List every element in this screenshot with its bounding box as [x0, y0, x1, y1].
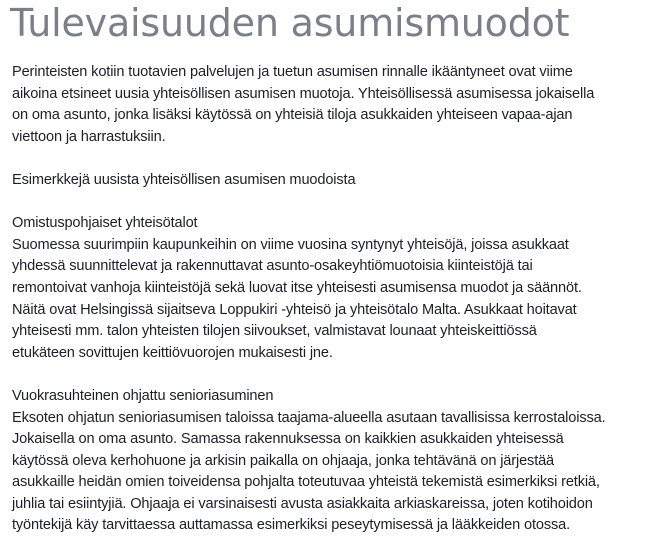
intro-paragraph — [12, 62, 658, 148]
paragraph-gap — [12, 148, 658, 170]
article-body — [12, 62, 658, 537]
text-line: työntekijä käy tarvittaessa auttamassa esimerkiksi peseytymisessä ja lääkkeiden otossa. — [12, 517, 570, 534]
text-line: yhdessä suunnittelevat ja rakennuttavat asunto-osakeyhtiömuotoisia kiinteistöjä tai — [12, 258, 533, 275]
text-line: asukkaille heidän omien toiveidensa pohjalta toteutuvaa yhteistä tekemistä esimerkiksi retkiä, — [12, 474, 600, 491]
text-line: yhteisesti mm. talon yhteisten tilojen siivoukset, valmistavat lounaat yhteiskeittiössä — [12, 323, 537, 340]
section-owned-community-houses — [12, 213, 658, 364]
text-line: viettoon ja harrastuksiin. — [12, 128, 166, 145]
text-line: käytössä oleva kerhohuone ja arkisin paikalla on ohjaaja, jonka tehtävänä on järjestää — [12, 452, 555, 469]
text-line: juhlia tai esiintyjiä. Ohjaaja ei varsinaisesti avusta asiakkaita arkiaskareissa, joten kotihoidon — [12, 495, 593, 512]
text-line: on oma asunto, jonka lisäksi käytössä on yhteisiä tiloja asukkaiden yhteiseen vapaa-ajan — [12, 107, 573, 124]
text-line: Perinteisten kotiin tuotavien palvelujen ja tuetun asumisen rinnalle ikääntyneet ovat viime — [12, 64, 573, 80]
text-line: aikoina etsineet uusia yhteisöllisen asumisen muotoja. Yhteisöllisessä asumisessa jokaisella — [12, 85, 595, 102]
text-line: Jokaisella on oma asunto. Samassa rakennuksessa on kaikkien asukkaiden yhteisessä — [12, 431, 564, 448]
text-line: Eksoten ohjatun senioriasumisen taloissa taajama-alueella asutaan tavallisissa kerrostaloissa. — [12, 409, 606, 426]
paragraph-gap — [12, 192, 658, 214]
text-line: etukäteen sovittujen keittiövuorojen mukaisesti jne. — [12, 344, 333, 361]
text-line: remontoivat vanhoja kiinteistöjä sekä luovat itse yhteisesti asumisensa muodot ja säännöt. — [12, 279, 582, 296]
examples-heading: Esimerkkejä uusista yhteisöllisen asumisen muodoista — [12, 171, 356, 188]
text-line: Suomessa suurimpiin kaupunkeihin on viime vuosina syntynyt yhteisöjä, joissa asukkaat — [12, 236, 569, 253]
paragraph-gap — [12, 364, 658, 386]
section-heading: Omistuspohjaiset yhteisötalot — [12, 215, 198, 232]
text-line: Näitä ovat Helsingissä sijaitseva Loppukiri -yhteisö ja yhteisötalo Malta. Asukkaat hoitavat — [12, 301, 577, 318]
section-rental-senior-living — [12, 386, 658, 537]
section-heading: Vuokrasuhteinen ohjattu senioriasuminen — [12, 387, 274, 404]
page-title: Tulevaisuuden asumismuodot — [10, 1, 570, 45]
